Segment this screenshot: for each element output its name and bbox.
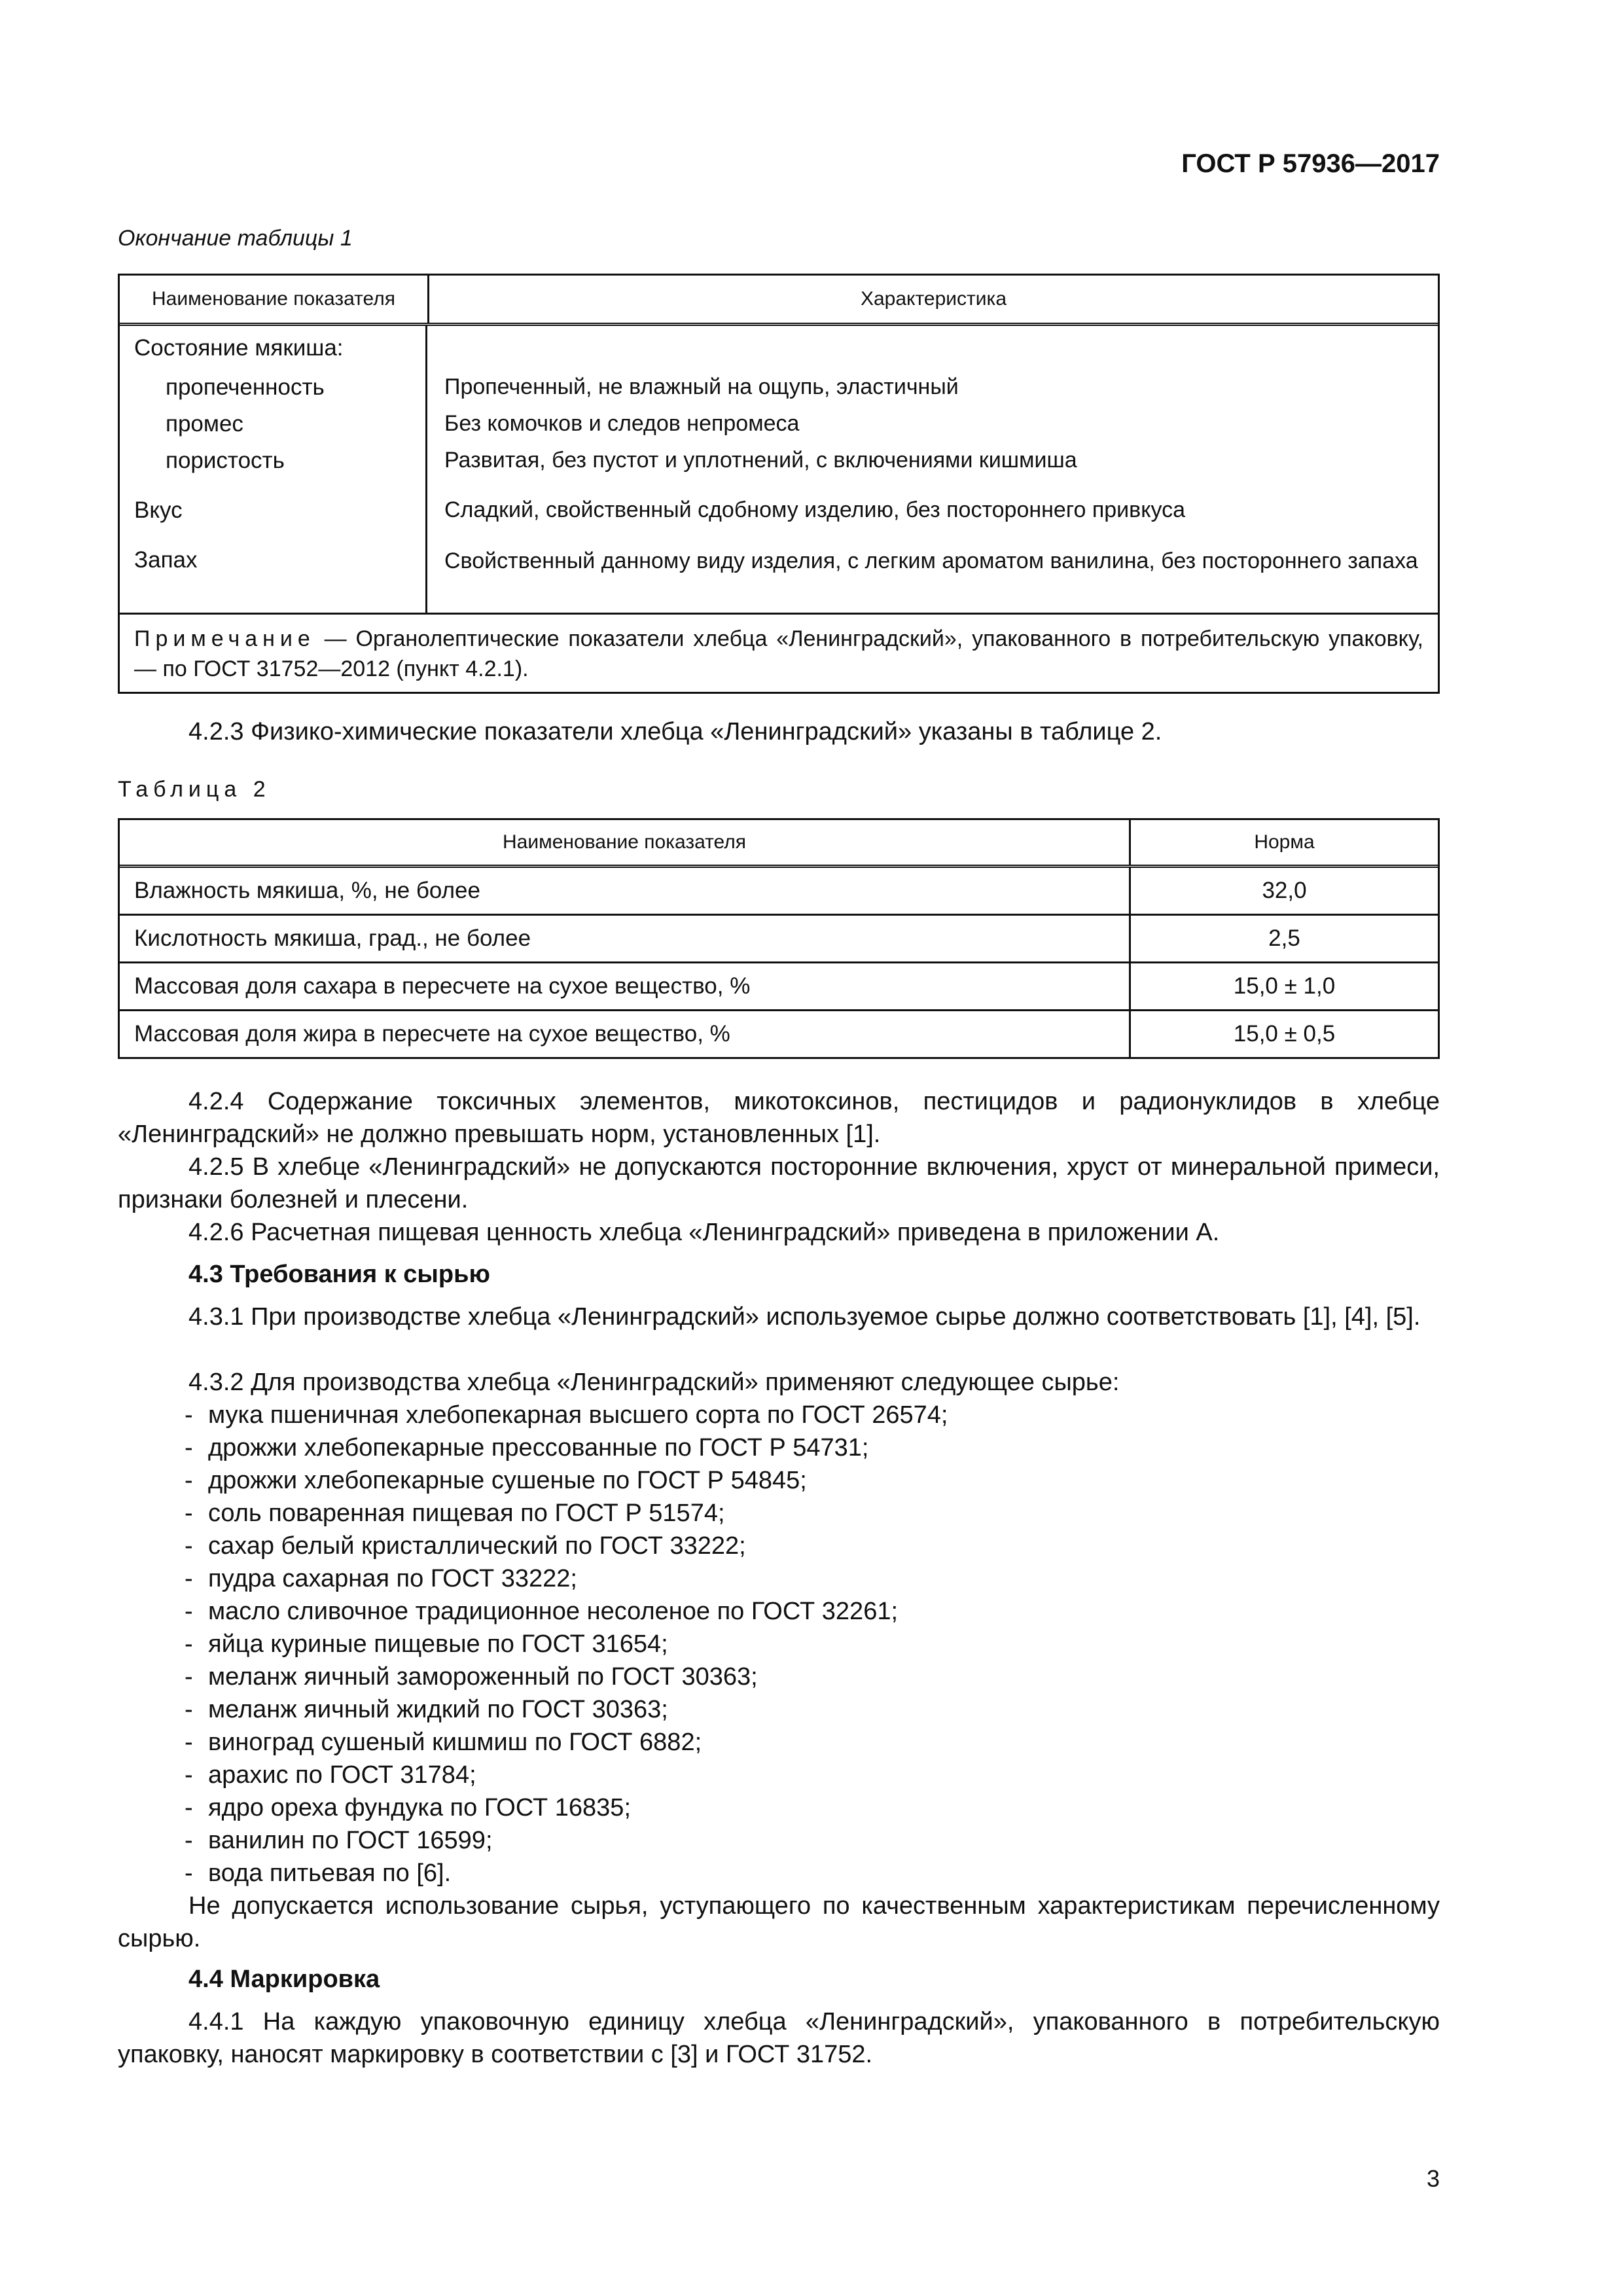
list-dash: - — [185, 1761, 193, 1789]
note-label: Примечание — [134, 626, 315, 651]
list-item — [185, 1759, 1428, 1791]
paragraph-4-2-5: 4.2.5 В хлебце «Ленинградский» не допускаются посторонние включения, хруст от минеральной примеси, признаки болезней и плесени. — [118, 1153, 1440, 1213]
table1-row-value: Сладкий, свойственный сдобному изделию, без постороннего привкуса — [444, 497, 1186, 522]
raw-materials-list — [185, 1399, 1428, 1890]
table2-row-value: 15,0 ± 1,0 — [1233, 973, 1336, 999]
list-dash: - — [185, 1663, 193, 1691]
list-item — [185, 1791, 1428, 1824]
table1-row-name: промес — [120, 411, 427, 448]
list-item — [185, 1628, 1428, 1660]
table2-header-row — [120, 820, 1438, 868]
list-dash: - — [185, 1434, 193, 1462]
list-dash: - — [185, 1630, 193, 1658]
document-code: ГОСТ Р 57936—2017 — [1181, 149, 1440, 178]
list-item-text: пудра сахарная по ГОСТ 33222; — [208, 1565, 577, 1592]
table1-row-name: Вкус — [120, 497, 427, 547]
table1-col2-header: Характеристика — [860, 288, 1007, 310]
list-item-text: виноград сушеный кишмиш по ГОСТ 6882; — [208, 1729, 702, 1756]
paragraph-4-3-1: 4.3.1 При производстве хлебца «Ленинградский» используемое сырье должно соответствовать [1], [4], [5]. — [188, 1303, 1421, 1331]
table1-header-row — [120, 276, 1438, 326]
list-dash: - — [185, 1532, 193, 1560]
list-item-text: яйца куриные пищевые по ГОСТ 31654; — [208, 1630, 668, 1658]
table-row — [120, 1011, 1438, 1057]
table2-caption: Таблица 2 — [118, 777, 271, 802]
list-dash: - — [185, 1499, 193, 1527]
list-item — [185, 1497, 1428, 1530]
list-dash: - — [185, 1467, 193, 1494]
table-row — [120, 497, 1438, 547]
table2-row-name: Влажность мякиша, %, не более — [120, 868, 1131, 914]
list-item-text: меланж яичный жидкий по ГОСТ 30363; — [208, 1696, 668, 1723]
table-row — [120, 963, 1438, 1011]
list-item — [185, 1464, 1428, 1497]
list-dash: - — [185, 1859, 193, 1887]
list-dash: - — [185, 1794, 193, 1821]
table2-row-value: 15,0 ± 0,5 — [1233, 1021, 1336, 1047]
list-item-text: меланж яичный замороженный по ГОСТ 30363; — [208, 1663, 758, 1691]
table2-col2-header: Норма — [1254, 831, 1315, 853]
list-dash: - — [185, 1827, 193, 1854]
table2-row-name: Массовая доля сахара в пересчете на сухое вещество, % — [120, 963, 1131, 1009]
table2-row-name: Массовая доля жира в пересчете на сухое вещество, % — [120, 1011, 1131, 1057]
table1-row-name: пористость — [120, 448, 427, 497]
table2-col1-header: Наименование показателя — [120, 820, 1131, 865]
list-item-text: мука пшеничная хлебопекарная высшего сорта по ГОСТ 26574; — [208, 1401, 948, 1429]
table2-row-name: Кислотность мякиша, град., не более — [120, 916, 1131, 961]
table1 — [118, 274, 1440, 694]
list-dash: - — [185, 1598, 193, 1625]
table-row — [120, 326, 1438, 374]
list-dash: - — [185, 1696, 193, 1723]
table1-row-value: Пропеченный, не влажный на ощупь, эластичный — [444, 374, 959, 399]
table-row — [120, 374, 1438, 411]
paragraph-4-2-4: 4.2.4 Содержание токсичных элементов, микотоксинов, пестицидов и радионуклидов в хлебце «Ленинградский» не должно превышать норм, установленных [1]. — [118, 1088, 1440, 1148]
paragraph-4-2-3: 4.2.3 Физико-химические показатели хлебца «Ленинградский» указаны в таблице 2. — [188, 718, 1162, 745]
list-item — [185, 1693, 1428, 1726]
table-row — [120, 916, 1438, 963]
table1-row-value: Без комочков и следов непромеса — [444, 411, 800, 436]
table1-row-name: пропеченность — [120, 374, 427, 411]
list-item-text: соль поваренная пищевая по ГОСТ Р 51574; — [208, 1499, 725, 1527]
list-item-text: вода питьевая по [6]. — [208, 1859, 452, 1887]
list-item — [185, 1530, 1428, 1562]
list-item-text: ядро ореха фундука по ГОСТ 16835; — [208, 1794, 631, 1821]
table1-body — [120, 326, 1438, 615]
table1-row-name: Состояние мякиша: — [120, 326, 427, 374]
table1-row-name: Запах — [120, 547, 427, 613]
list-dash: - — [185, 1401, 193, 1429]
heading-4-3: 4.3 Требования к сырью — [188, 1261, 490, 1288]
table2 — [118, 818, 1440, 1059]
list-item-text: ванилин по ГОСТ 16599; — [208, 1827, 493, 1854]
document-page — [118, 0, 1440, 2296]
list-dash: - — [185, 1565, 193, 1592]
list-dash: - — [185, 1729, 193, 1756]
table2-row-value: 32,0 — [1262, 878, 1307, 903]
list-item-text: сахар белый кристаллический по ГОСТ 33222; — [208, 1532, 746, 1560]
table1-row-value: Свойственный данному виду изделия, с легким ароматом ванилина, без постороннего запаха — [444, 548, 1418, 573]
table1-note — [120, 615, 1438, 692]
paragraph-4-2-6: 4.2.6 Расчетная пищевая ценность хлебца «Ленинградский» приведена в приложении А. — [188, 1219, 1220, 1246]
list-item — [185, 1726, 1428, 1759]
list-item — [185, 1399, 1428, 1431]
paragraph-not-allowed: Не допускается использование сырья, уступающего по качественным характеристикам перечисленному сырью. — [118, 1892, 1440, 1952]
table-row — [120, 868, 1438, 916]
list-item-text: дрожжи хлебопекарные сушеные по ГОСТ Р 54845; — [208, 1467, 807, 1494]
table-row — [120, 411, 1438, 448]
note-text: — Органолептические показатели хлебца «Ленинградский», упакованного в потребительскую упаковку, — по ГОСТ 31752—2012 (пункт 4.2.1). — [134, 626, 1423, 681]
page-number: 3 — [1426, 2165, 1440, 2192]
table1-col1-header: Наименование показателя — [120, 276, 429, 323]
list-item — [185, 1660, 1428, 1693]
list-item — [185, 1857, 1428, 1890]
table1-caption: Окончание таблицы 1 — [118, 226, 353, 251]
list-item — [185, 1562, 1428, 1595]
paragraph-4-4-1: 4.4.1 На каждую упаковочную единицу хлебца «Ленинградский», упакованного в потребительскую упаковку, наносят маркировку в соответствии с [3] и ГОСТ 31752. — [118, 2008, 1440, 2068]
list-item — [185, 1431, 1428, 1464]
table2-row-value: 2,5 — [1268, 925, 1300, 951]
list-item-text: арахис по ГОСТ 31784; — [208, 1761, 476, 1789]
table1-row-value: Развитая, без пустот и уплотнений, с включениями кишмиша — [444, 448, 1077, 473]
list-item-text: масло сливочное традиционное несоленое по ГОСТ 32261; — [208, 1598, 899, 1625]
table-row — [120, 448, 1438, 497]
heading-4-4: 4.4 Маркировка — [188, 1965, 380, 1993]
list-item-text: дрожжи хлебопекарные прессованные по ГОСТ Р 54731; — [208, 1434, 869, 1462]
paragraph-4-3-2: 4.3.2 Для производства хлебца «Ленинградский» применяют следующее сырье: — [188, 1369, 1120, 1396]
table-row — [120, 547, 1438, 613]
table1-row-value — [427, 326, 1438, 374]
list-item — [185, 1824, 1428, 1857]
list-item — [185, 1595, 1428, 1628]
